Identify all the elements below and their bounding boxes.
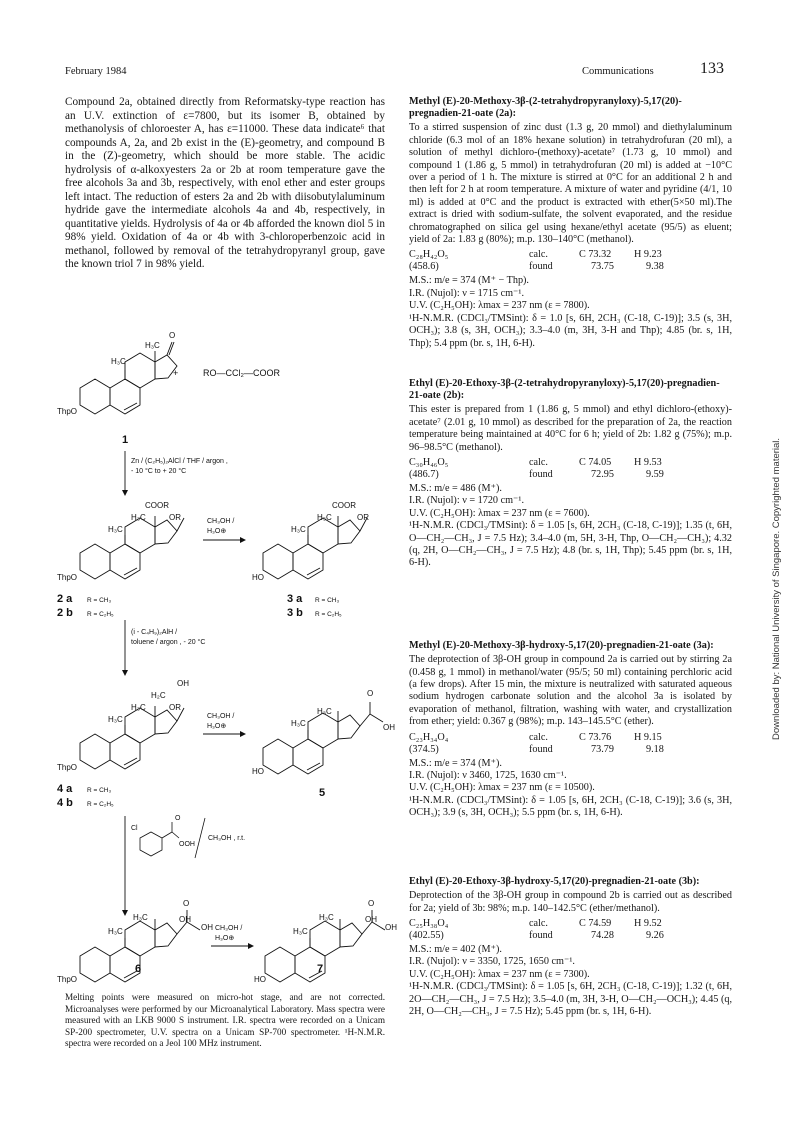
calc-label: calc. bbox=[529, 457, 548, 469]
found-label: found bbox=[529, 261, 553, 273]
c4-thpo-label: ThpO bbox=[57, 763, 78, 772]
c5-oxo-label: O bbox=[367, 689, 374, 698]
compound-3-structure bbox=[263, 516, 367, 579]
c5-ho-label: HO bbox=[252, 767, 264, 776]
c4-or-label: OR bbox=[169, 703, 181, 712]
c4-oh-label: OH bbox=[177, 679, 189, 688]
h-found: 9.38 bbox=[646, 261, 664, 273]
found-label: found bbox=[529, 930, 553, 942]
reagent-label: RO—CCl₂—COOR bbox=[203, 368, 280, 378]
mol-weight: (458.6) bbox=[409, 261, 439, 273]
analysis-table bbox=[409, 249, 664, 273]
ms-data: M.S.: m/e = 374 (M⁺ − Thp). bbox=[409, 275, 529, 287]
uv-data: U.V. (C₂H₅OH): λmax = 237 nm (ε = 10500). bbox=[409, 782, 595, 794]
c-found: 73.79 bbox=[591, 743, 614, 755]
compound-4a-r: R = CH₃ bbox=[87, 787, 112, 794]
download-watermark-text: Downloaded by: National University of Singapore. Copyrighted material. bbox=[771, 437, 782, 740]
c2-h3c-label-2: H₃C bbox=[108, 525, 123, 534]
c6-h3c-label-2: H₃C bbox=[108, 927, 123, 936]
c4-h2c-label: H₂C bbox=[151, 691, 166, 700]
compound-4-structure bbox=[80, 706, 184, 769]
calc-label: calc. bbox=[529, 918, 548, 930]
analysis-table bbox=[409, 457, 664, 481]
c1-thpo-label: ThpO bbox=[57, 407, 78, 416]
section-title: Methyl (E)-20-Methoxy-3β-(2-tetrahydropyranyloxy)-5,17(20)-pregnadien-21-oate (2a): bbox=[409, 96, 682, 120]
reaction-scheme bbox=[57, 318, 397, 984]
header-section: Communications bbox=[582, 66, 654, 77]
formula: C₂₃H₃₄O₄ bbox=[409, 731, 449, 743]
uv-data: U.V. (C₂H₅OH): λmax = 237 nm (ε = 7800). bbox=[409, 300, 590, 312]
c5-h3c-label-2: H₃C bbox=[291, 719, 306, 728]
acid-label-2: H₃O⊕ bbox=[207, 528, 227, 535]
acid-label-4: H₃O⊕ bbox=[207, 723, 227, 730]
step1-conditions: - 10 °C to + 20 °C bbox=[131, 468, 187, 475]
compound-6-label: 6 bbox=[135, 963, 142, 975]
c7-h3c-label: H₃C bbox=[319, 913, 334, 922]
ir-data: I.R. (Nujol): ν = 1720 cm⁻¹. bbox=[409, 495, 524, 507]
h-calc: H 9.15 bbox=[634, 731, 662, 743]
calc-label: calc. bbox=[529, 249, 548, 261]
c-found: 72.95 bbox=[591, 469, 614, 481]
nmr-data: ¹H-N.M.R. (CDCl₃/TMSint): δ = 1.05 [s, 6H, 2CH₃ (C-18, C-19)]; 1.32 (t, 6H, 2O—CH₂—CH₃, J = 7.5 Hz); 3.5–4.0 (m, 3H, 3-H, O—CH₂—OCH₃); 4.45 (q, 2H, O—CH₂—CH₃, J = 7.5 Hz); 5.45 ppm (br. s, 1H, 6-H). bbox=[409, 981, 732, 1018]
mol-weight: (402.55) bbox=[409, 930, 444, 942]
section-3b bbox=[409, 876, 732, 1018]
acid-label-3: CH₃OH / bbox=[207, 713, 235, 720]
section-title: Methyl (E)-20-Methoxy-3β-hydroxy-5,17(20)-pregnadien-21-oate (3a): bbox=[409, 640, 714, 651]
plus-sign: + bbox=[173, 368, 179, 378]
download-watermark bbox=[771, 220, 785, 740]
compound-5-label: 5 bbox=[319, 787, 326, 799]
c1-h3c-label-2: H₃C bbox=[111, 357, 126, 366]
formula: C₃₀H₄₆O₅ bbox=[409, 457, 449, 469]
found-label: found bbox=[529, 469, 553, 481]
c7-ho-label: HO bbox=[254, 975, 266, 984]
ir-data: I.R. (Nujol): ν = 1715 cm⁻¹. bbox=[409, 287, 524, 299]
h-calc: H 9.52 bbox=[634, 918, 662, 930]
step1-reagents: Zn / (C₂H₅)₂AlCl / THF / argon , bbox=[131, 458, 228, 465]
section-body: Deprotection of the 3β-OH group in compound 2b is carried out as described for 2a; yield of 3b: 98%; m.p. 140–142.5°C (ether/methanol). bbox=[409, 890, 732, 914]
compound-3b-r: R = C₂H₅ bbox=[315, 611, 342, 618]
formula: C₂₅H₃₈O₄ bbox=[409, 918, 449, 930]
c6-oxo-label: O bbox=[183, 899, 190, 908]
c-found: 74.28 bbox=[591, 930, 614, 942]
c7-oh-label: OH bbox=[365, 915, 377, 924]
c5-h3c-label: H₃C bbox=[317, 707, 332, 716]
h-found: 9.18 bbox=[646, 743, 664, 755]
mol-weight: (374.5) bbox=[409, 743, 439, 755]
c4-h3c-label-2: H₃C bbox=[108, 715, 123, 724]
section-title: Ethyl (E)-20-Ethoxy-3β-(2-tetrahydropyranyloxy)-5,17(20)-pregnadien-21-oate (2b): bbox=[409, 378, 720, 402]
h-found: 9.59 bbox=[646, 469, 664, 481]
ms-data: M.S.: m/e = 374 (M⁺). bbox=[409, 757, 502, 769]
section-body: The deprotection of 3β-OH group in compound 2a is carried out by stirring 2a (0.458 g, 1 mmol) in methanol/water (95/5; 50 ml) containing perchloric acid (a few drops). After 15 min, the mixture is neutralized with saturated aqueous sodium hydrogen carbonate solution and the alcohol 3a is isolated by evaporation of methanol, filtration, washing with water, and crystallization from ether; yield: 0.367 g (98%); m.p. 143–145.5°C (ether). bbox=[409, 654, 732, 728]
c5-oh-label: OH bbox=[383, 723, 395, 732]
compound-4b-r: R = C₂H₅ bbox=[87, 801, 114, 808]
nmr-data: ¹H-N.M.R. (CDCl₃/TMSint): δ = 1.0 [s, 6H, 2CH₃ (C-18, C-19)]; 3.5 (s, 3H, OCH₃); 3.8 (s, 3H, OCH₃); 3.3–4.0 (m, 3H, 3-H and Thp); 4.85 (br. s, 1H, Thp); 5.4 ppm (br. s, 1H, 6-H). bbox=[409, 312, 732, 349]
section-2a bbox=[409, 96, 732, 350]
ms-data: M.S.: m/e = 402 (M⁺). bbox=[409, 944, 502, 956]
section-title: Ethyl (E)-20-Ethoxy-3β-hydroxy-5,17(20)-pregnadien-21-oate (3b): bbox=[409, 876, 700, 887]
step2-conditions: toluene / argon , - 20 °C bbox=[131, 639, 206, 646]
acid-label-6: H₃O⊕ bbox=[215, 935, 235, 942]
c1-h3c-label: H₃C bbox=[145, 341, 160, 350]
section-3a bbox=[409, 640, 732, 820]
acid-label-1: CH₃OH / bbox=[207, 518, 235, 525]
c2-thpo-label: ThpO bbox=[57, 573, 78, 582]
c-found: 73.75 bbox=[591, 261, 614, 273]
h-calc: H 9.23 bbox=[634, 249, 662, 261]
c3-or-label: OR bbox=[357, 513, 369, 522]
c6-h3c-label: H₃C bbox=[133, 913, 148, 922]
intro-paragraph: Compound 2a, obtained directly from Reformatsky-type reaction has an U.V. extinction of ε=7800, but its isomer B, obtained by methanolysis of chloroester A, has ε=11000. These data indicate⁶ that compounds A, 2a, and 2b exist in the (E)-geometry, and compound B in the (Z)-geometry, which should be more stable. The acidic hydrolysis of α-alkoxyesters 2a or 2b at room temperature gave the free alcohols 3a and 3b, respectively, with enol ether and ester groups left intact. The reduction of esters 2a and 2b with diisobutylaluminum hydride gave the intermediate alcohols 4a and 4b, respectively, in quantitative yields. Hydrolysis of 4a or 4b afforded the known diol 5 in 98% yield. Oxidation of 4a or 4b with 3-chloroperbenzoic acid in methanol, followed by removal of the tetrahydropyranyl group, gave the known triol 7 in 98% yield. bbox=[65, 96, 385, 270]
found-label: found bbox=[529, 743, 553, 755]
c3-coor-label: COOR bbox=[332, 501, 356, 510]
c2-h3c-label: H₃C bbox=[131, 513, 146, 522]
c2-coor-label: COOR bbox=[145, 501, 169, 510]
compound-4a-label: 4 a bbox=[57, 783, 73, 795]
compound-3b-label: 3 b bbox=[287, 607, 303, 619]
ms-data: M.S.: m/e = 486 (M⁺). bbox=[409, 483, 502, 495]
calc-label: calc. bbox=[529, 731, 548, 743]
mcpba-cl-label: Cl bbox=[131, 825, 138, 832]
mcpba-structure bbox=[140, 818, 205, 858]
compound-1-label: 1 bbox=[122, 434, 129, 446]
section-2b bbox=[409, 378, 732, 570]
h-calc: H 9.53 bbox=[634, 457, 662, 469]
compound-3a-label: 3 a bbox=[287, 593, 303, 605]
analysis-table bbox=[409, 732, 664, 756]
experimental-notes: Melting points were measured on micro-hot stage, and are not corrected. Microanalyses were performed by our Microanalytical Laboratory. Mass spectra were measured with an LKB 9000 S instrument. I.R. spectra were recorded on a Unicam SP-200 spectrometer, U.V. spectra on a Unicam SP-700 spectrometer. ¹H-N.M.R. spectra were recorded on a Jeol 100 MHz instrument. bbox=[65, 992, 385, 1049]
step2-reagents: (i - C₄H₉)₂AlH / bbox=[131, 629, 178, 636]
c-calc: C 73.32 bbox=[579, 249, 612, 261]
uv-data: U.V. (C₂H₅OH): λmax = 237 nm (ε = 7600). bbox=[409, 507, 590, 519]
c-calc: C 74.05 bbox=[579, 457, 612, 469]
c3-h3c-label: H₃C bbox=[317, 513, 332, 522]
c2-or-label: OR bbox=[169, 513, 181, 522]
compound-7-label: 7 bbox=[317, 963, 324, 975]
uv-data: U.V. (C₂H₅OH): λmax = 237 nm (ε = 7300). bbox=[409, 968, 590, 980]
acid-label-5: CH₃OH / bbox=[215, 925, 243, 932]
c1-oxo-label: O bbox=[169, 331, 176, 340]
c3-ho-label: HO bbox=[252, 573, 264, 582]
c6-oh-label: OH bbox=[179, 915, 191, 924]
c-calc: C 73.76 bbox=[579, 731, 612, 743]
formula: C₂₈H₄₂O₅ bbox=[409, 249, 449, 261]
nmr-data: ¹H-N.M.R. (CDCl₃/TMSint): δ = 1.05 [s, 6H, 2CH₃ (C-18, C-19)]; 1.35 (t, 6H, O—CH₂—CH₃, J = 7.5 Hz); 3.4–4.0 (m, 5H, 3-H, Thp, O—CH₂—CH₃); 4.32 (q, 2H, O—CH₂—CH₃, J = 7.5 Hz); 4.8 (br. s, 1H, Thp); 5.45 ppm (br. s, 1H, 6-H). bbox=[409, 520, 732, 569]
h-found: 9.26 bbox=[646, 930, 664, 942]
c6-oh-label-2: OH bbox=[201, 923, 213, 932]
compound-2a-r: R = CH₃ bbox=[87, 597, 112, 604]
c3-h3c-label-2: H₃C bbox=[291, 525, 306, 534]
mcpba-ooh-label: OOH bbox=[179, 841, 195, 848]
c7-oh-label-2: OH bbox=[385, 923, 397, 932]
c4-h3c-label: H₃C bbox=[131, 703, 146, 712]
section-body: This ester is prepared from 1 (1.86 g, 5 mmol) and ethyl dichloro-(ethoxy)-acetate⁷ (2.01 g, 10 mmol) as described for the preparation of 2a, the reaction temperature being maintained at 40°C for 6 h; yield of 2b: 1.82 g (75%); m.p. 96–98.5°C (methanol). bbox=[409, 404, 732, 453]
ir-data: I.R. (Nujol): ν = 3350, 1725, 1650 cm⁻¹. bbox=[409, 956, 575, 968]
compound-2a-label: 2 a bbox=[57, 593, 73, 605]
mcpba-conditions: CH₃OH , r.t. bbox=[208, 835, 246, 842]
compound-2-structure bbox=[80, 516, 184, 579]
c6-thpo-label: ThpO bbox=[57, 975, 78, 984]
mcpba-o-label: O bbox=[175, 815, 181, 822]
compound-1-structure bbox=[80, 342, 177, 414]
ir-data: I.R. (Nujol): ν 3460, 1725, 1630 cm⁻¹. bbox=[409, 770, 567, 782]
c7-h3c-label-2: H₃C bbox=[293, 927, 308, 936]
section-body: To a stirred suspension of zinc dust (1.3 g, 20 mmol) and diethylaluminum chloride (6.3 mol of an 18% hexane solution) in tetrahydrofuran (20 ml), a solution of methyl dichloro-(methoxy)-acetate⁷ (1.73 g, 10 mmol) and compound 1 (1.86 g, 5 mmol) in tetrahydrofuran (20 ml) is added at −10°C over a period of 1 h. The mixture is stirred at 0°C for an additional 2 h and then left for 2 h at room temperature. A mixture of water and pyridine (4/1, 10 ml) is added at 0°C and the product is extracted with ether(5×50 ml).The extract is dried with sodium-sulfate, the solvent evaporated, and the residue chromatographed on silica gel using hexane/ethyl acetate (95/5) as eluent; yield of 2a: 1.83 g (80%); m.p. 130–140°C (methanol). bbox=[409, 122, 732, 246]
page-number: 133 bbox=[700, 60, 724, 77]
compound-4b-label: 4 b bbox=[57, 797, 73, 809]
header-date: February 1984 bbox=[65, 66, 127, 77]
analysis-table bbox=[409, 918, 664, 942]
compound-2b-r: R = C₂H₅ bbox=[87, 611, 114, 618]
c-calc: C 74.59 bbox=[579, 918, 612, 930]
c7-oxo-label: O bbox=[368, 899, 375, 908]
mol-weight: (486.7) bbox=[409, 469, 439, 481]
compound-2b-label: 2 b bbox=[57, 607, 73, 619]
nmr-data: ¹H-N.M.R. (CDCl₃/TMSint): δ = 1.05 [s, 6H, 2CH₃ (C-18, C-19)]; 3.6 (s, 3H, OCH₃); 3.9 (s, 3H, OCH₃); 5.5 ppm (br. s, 1H, 6-H). bbox=[409, 794, 732, 819]
compound-3a-r: R = CH₃ bbox=[315, 597, 340, 604]
